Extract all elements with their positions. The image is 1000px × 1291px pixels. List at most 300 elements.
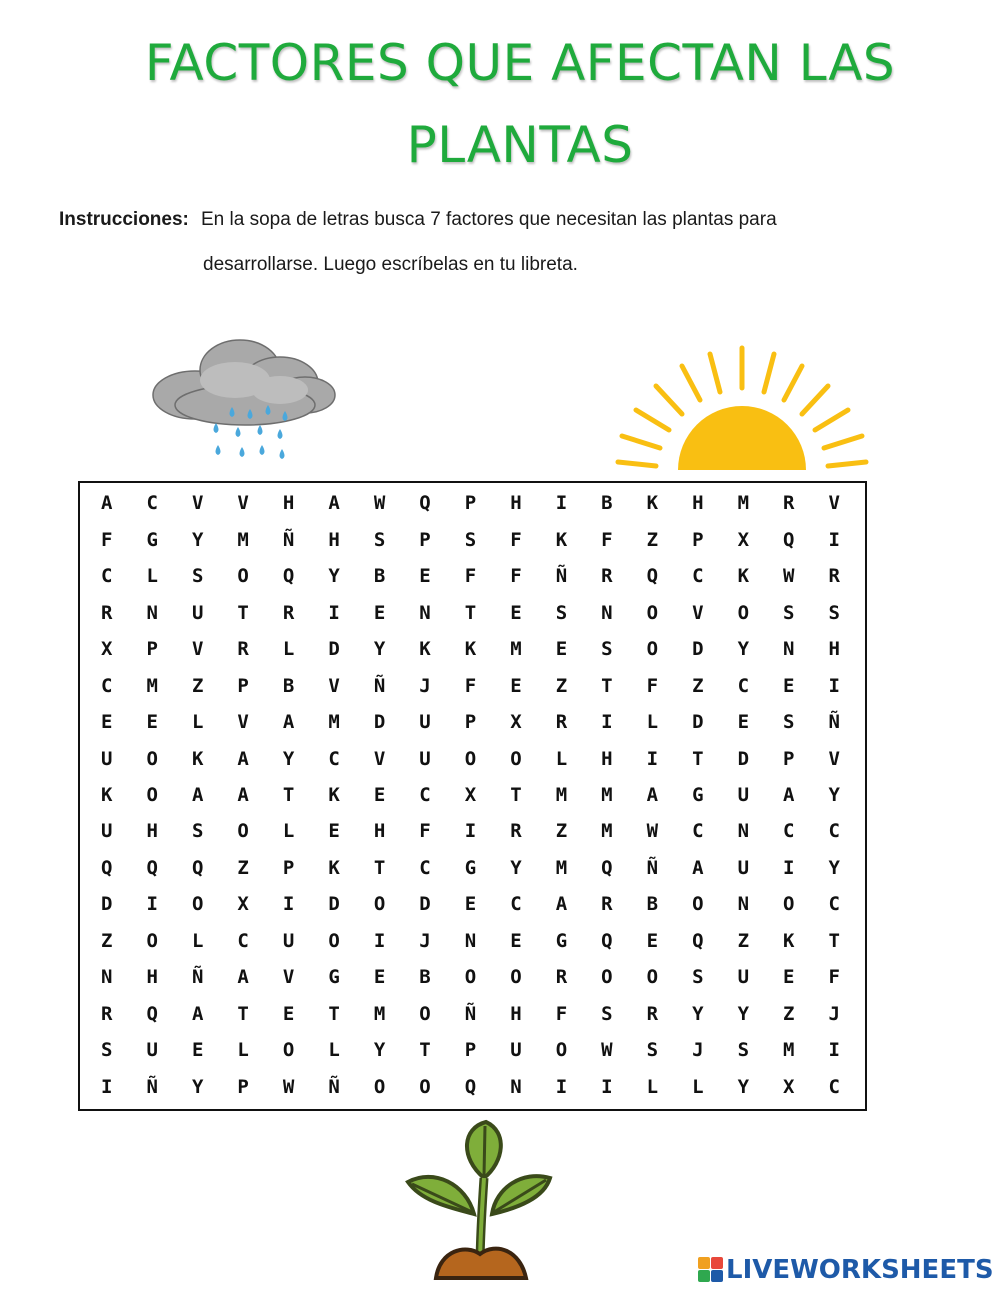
grid-letter-cell[interactable]: H [282, 492, 295, 515]
grid-letter-cell[interactable]: R [510, 820, 522, 843]
grid-letter-cell[interactable]: L [282, 820, 295, 843]
grid-letter-cell[interactable]: Z [237, 856, 249, 879]
grid-letter-cell[interactable]: Ñ [282, 528, 295, 551]
grid-letter-cell[interactable]: P [464, 492, 477, 515]
grid-letter-cell[interactable]: C [510, 893, 522, 916]
grid-letter-cell[interactable]: E [282, 1002, 295, 1025]
grid-letter-cell[interactable]: V [828, 492, 840, 515]
grid-letter-cell[interactable]: O [146, 929, 158, 952]
grid-letter-cell[interactable]: A [191, 783, 204, 806]
grid-letter-cell[interactable]: M [555, 856, 568, 879]
instructions-text-line-2: desarrollarse. Luego escríbelas en tu libreta. [203, 254, 578, 275]
grid-letter-cell[interactable]: D [101, 893, 113, 916]
grid-letter-cell[interactable]: I [101, 1075, 113, 1098]
grid-letter-cell[interactable]: G [464, 856, 477, 879]
grid-letter-cell[interactable]: O [646, 601, 659, 624]
grid-letter-cell[interactable]: O [146, 783, 158, 806]
grid-letter-cell[interactable]: U [101, 747, 113, 770]
grid-letter-cell[interactable]: O [373, 893, 386, 916]
grid-letter-cell[interactable]: A [101, 492, 113, 515]
grid-letter-cell[interactable]: A [282, 711, 295, 734]
grid-letter-cell[interactable]: T [419, 1039, 431, 1062]
grid-letter-cell[interactable]: U [419, 711, 431, 734]
grid-letter-cell[interactable]: I [828, 1039, 840, 1062]
grid-letter-cell[interactable]: O [783, 893, 795, 916]
grid-letter-cell[interactable]: O [237, 565, 249, 588]
grid-letter-cell[interactable]: N [601, 601, 613, 624]
grid-letter-cell[interactable]: C [146, 492, 158, 515]
grid-letter-cell[interactable]: K [783, 929, 795, 952]
grid-letter-cell[interactable]: L [646, 1075, 659, 1098]
grid-letter-cell[interactable]: P [692, 528, 704, 551]
grid-letter-cell[interactable]: S [191, 820, 204, 843]
grid-letter-cell[interactable]: D [692, 638, 704, 661]
grid-letter-cell[interactable]: C [692, 565, 704, 588]
grid-letter-cell[interactable]: J [419, 674, 431, 697]
grid-letter-cell[interactable]: E [373, 601, 386, 624]
grid-letter-cell[interactable]: P [282, 856, 295, 879]
grid-letter-cell[interactable]: R [601, 565, 613, 588]
grid-letter-cell[interactable]: T [328, 1002, 340, 1025]
grid-letter-cell[interactable]: N [464, 929, 477, 952]
grid-letter-cell[interactable]: V [191, 492, 204, 515]
grid-letter-cell[interactable]: W [373, 492, 386, 515]
grid-letter-cell[interactable]: M [601, 820, 613, 843]
rain-cloud-icon [140, 325, 345, 480]
grid-letter-cell[interactable]: Ñ [828, 711, 840, 734]
grid-letter-cell[interactable]: E [419, 565, 431, 588]
grid-letter-cell[interactable]: K [101, 783, 113, 806]
grid-letter-cell[interactable]: X [237, 893, 249, 916]
grid-letter-cell[interactable]: E [510, 929, 522, 952]
grid-letter-cell[interactable]: P [464, 711, 477, 734]
grid-letter-cell[interactable]: U [282, 929, 295, 952]
grid-letter-cell[interactable]: D [328, 893, 340, 916]
grid-letter-cell[interactable]: L [328, 1039, 340, 1062]
grid-letter-cell[interactable]: V [282, 966, 295, 989]
grid-letter-cell[interactable]: H [828, 638, 840, 661]
grid-letter-cell[interactable]: O [646, 638, 659, 661]
grid-letter-cell[interactable]: M [328, 711, 340, 734]
grid-letter-cell[interactable]: D [737, 747, 750, 770]
grid-letter-cell[interactable]: H [510, 492, 522, 515]
grid-letter-cell[interactable]: R [601, 893, 613, 916]
grid-letter-cell[interactable]: M [601, 783, 613, 806]
grid-letter-cell[interactable]: C [737, 674, 750, 697]
grid-letter-cell[interactable]: S [737, 1039, 750, 1062]
grid-letter-cell[interactable]: N [783, 638, 795, 661]
grid-letter-cell[interactable]: T [282, 783, 295, 806]
grid-letter-cell[interactable]: T [828, 929, 840, 952]
grid-letter-cell[interactable]: F [464, 565, 477, 588]
grid-letter-cell[interactable]: G [328, 966, 340, 989]
grid-letter-cell[interactable]: V [237, 711, 249, 734]
grid-letter-cell[interactable]: T [373, 856, 386, 879]
grid-letter-cell[interactable]: Z [646, 528, 659, 551]
grid-letter-cell[interactable]: Q [692, 929, 704, 952]
grid-letter-cell[interactable]: Q [101, 856, 113, 879]
grid-letter-cell[interactable]: I [555, 1075, 568, 1098]
grid-letter-cell[interactable]: C [419, 783, 431, 806]
grid-letter-cell[interactable]: Z [555, 820, 568, 843]
grid-letter-cell[interactable]: R [101, 601, 113, 624]
grid-letter-cell[interactable]: I [328, 601, 340, 624]
grid-letter-cell[interactable]: Ñ [555, 565, 568, 588]
grid-letter-cell[interactable]: P [464, 1039, 477, 1062]
grid-letter-cell[interactable]: Z [783, 1002, 795, 1025]
grid-letter-cell[interactable]: O [464, 747, 477, 770]
grid-letter-cell[interactable]: S [101, 1039, 113, 1062]
grid-letter-cell[interactable]: J [692, 1039, 704, 1062]
grid-letter-cell[interactable]: B [646, 893, 659, 916]
grid-letter-cell[interactable]: Q [419, 492, 431, 515]
grid-letter-cell[interactable]: Ñ [146, 1075, 158, 1098]
grid-letter-cell[interactable]: F [646, 674, 659, 697]
grid-letter-cell[interactable]: S [601, 1002, 613, 1025]
grid-letter-cell[interactable]: P [146, 638, 158, 661]
grid-letter-cell[interactable]: E [510, 674, 522, 697]
grid-letter-cell[interactable]: E [101, 711, 113, 734]
grid-letter-cell[interactable]: M [555, 783, 568, 806]
grid-letter-cell[interactable]: F [555, 1002, 568, 1025]
grid-letter-cell[interactable]: N [101, 966, 113, 989]
grid-letter-cell[interactable]: Ñ [328, 1075, 340, 1098]
grid-letter-cell[interactable]: S [783, 711, 795, 734]
grid-letter-cell[interactable]: M [510, 638, 522, 661]
grid-letter-cell[interactable]: V [328, 674, 340, 697]
grid-letter-cell[interactable]: O [373, 1075, 386, 1098]
grid-letter-cell[interactable]: O [146, 747, 158, 770]
grid-letter-cell[interactable]: S [191, 565, 204, 588]
grid-letter-cell[interactable]: Y [692, 1002, 704, 1025]
instructions-text-line-1: En la sopa de letras busca 7 factores que necesitan las plantas para [201, 209, 777, 230]
grid-letter-cell[interactable]: V [191, 638, 204, 661]
grid-letter-cell[interactable]: L [237, 1039, 249, 1062]
grid-letter-cell[interactable]: Q [146, 1002, 158, 1025]
liveworksheets-logo-text: LIVEWORKSHEETS [726, 1255, 994, 1285]
grid-letter-cell[interactable]: Q [464, 1075, 477, 1098]
grid-letter-cell[interactable]: W [601, 1039, 613, 1062]
grid-letter-cell[interactable]: Y [191, 528, 204, 551]
grid-letter-cell[interactable]: U [737, 783, 750, 806]
grid-letter-cell[interactable]: Y [828, 783, 840, 806]
grid-letter-cell[interactable]: A [555, 893, 568, 916]
grid-letter-cell[interactable]: Y [737, 1075, 750, 1098]
grid-letter-cell[interactable]: V [373, 747, 386, 770]
grid-letter-cell[interactable]: S [646, 1039, 659, 1062]
grid-letter-cell[interactable]: A [237, 966, 249, 989]
grid-letter-cell[interactable]: I [601, 1075, 613, 1098]
grid-letter-cell[interactable]: Y [373, 1039, 386, 1062]
grid-letter-cell[interactable]: F [510, 528, 522, 551]
grid-letter-cell[interactable]: Q [191, 856, 204, 879]
grid-letter-cell[interactable]: P [783, 747, 795, 770]
grid-letter-cell[interactable]: Z [737, 929, 750, 952]
grid-letter-cell[interactable]: F [101, 528, 113, 551]
grid-letter-cell[interactable]: N [419, 601, 431, 624]
grid-letter-cell[interactable]: I [282, 893, 295, 916]
grid-letter-cell[interactable]: L [282, 638, 295, 661]
grid-letter-cell[interactable]: U [101, 820, 113, 843]
grid-letter-cell[interactable]: X [783, 1075, 795, 1098]
grid-letter-cell[interactable]: K [555, 528, 568, 551]
grid-letter-cell[interactable]: Z [555, 674, 568, 697]
grid-letter-cell[interactable]: O [555, 1039, 568, 1062]
grid-letter-cell[interactable]: Ñ [373, 674, 386, 697]
grid-letter-cell[interactable]: C [828, 820, 840, 843]
grid-letter-cell[interactable]: V [828, 747, 840, 770]
grid-letter-cell[interactable]: H [692, 492, 704, 515]
grid-letter-cell[interactable]: E [146, 711, 158, 734]
grid-letter-cell[interactable]: E [555, 638, 568, 661]
grid-letter-cell[interactable]: W [282, 1075, 295, 1098]
grid-letter-cell[interactable]: M [373, 1002, 386, 1025]
grid-letter-cell[interactable]: O [237, 820, 249, 843]
grid-letter-cell[interactable]: M [783, 1039, 795, 1062]
grid-letter-cell[interactable]: B [282, 674, 295, 697]
grid-letter-cell[interactable]: H [373, 820, 386, 843]
grid-letter-cell[interactable]: A [237, 783, 249, 806]
grid-letter-cell[interactable]: R [282, 601, 295, 624]
grid-letter-cell[interactable]: F [419, 820, 431, 843]
grid-letter-cell[interactable]: F [510, 565, 522, 588]
grid-letter-cell[interactable]: P [419, 528, 431, 551]
grid-letter-cell[interactable]: A [191, 1002, 204, 1025]
grid-letter-cell[interactable]: K [419, 638, 431, 661]
grid-letter-cell[interactable]: R [555, 966, 568, 989]
grid-letter-cell[interactable]: E [737, 711, 750, 734]
grid-letter-cell[interactable]: U [419, 747, 431, 770]
grid-letter-cell[interactable]: E [783, 674, 795, 697]
grid-letter-cell[interactable]: S [692, 966, 704, 989]
grid-letter-cell[interactable]: P [237, 1075, 249, 1098]
grid-letter-cell[interactable]: K [328, 783, 340, 806]
grid-letter-cell[interactable]: U [146, 1039, 158, 1062]
grid-letter-cell[interactable]: A [328, 492, 340, 515]
grid-letter-cell[interactable]: C [692, 820, 704, 843]
grid-letter-cell[interactable]: C [828, 893, 840, 916]
grid-letter-cell[interactable]: O [419, 1002, 431, 1025]
grid-letter-cell[interactable]: H [146, 820, 158, 843]
grid-letter-cell[interactable]: F [601, 528, 613, 551]
grid-letter-cell[interactable]: K [464, 638, 477, 661]
grid-letter-cell[interactable]: T [601, 674, 613, 697]
grid-letter-cell[interactable]: I [555, 492, 568, 515]
grid-letter-cell[interactable]: L [555, 747, 568, 770]
grid-letter-cell[interactable]: B [601, 492, 613, 515]
page-title-line-2: PLANTAS [406, 116, 634, 174]
grid-letter-cell[interactable]: S [783, 601, 795, 624]
grid-letter-cell[interactable]: H [601, 747, 613, 770]
grid-letter-cell[interactable]: U [191, 601, 204, 624]
grid-letter-cell[interactable]: G [692, 783, 704, 806]
grid-letter-cell[interactable]: C [101, 565, 113, 588]
grid-letter-cell[interactable]: U [737, 966, 750, 989]
grid-letter-cell[interactable]: D [419, 893, 431, 916]
grid-letter-cell[interactable]: E [510, 601, 522, 624]
instructions-label: Instrucciones: [59, 209, 189, 230]
grid-letter-cell[interactable]: O [510, 747, 522, 770]
grid-letter-cell[interactable]: L [191, 711, 204, 734]
grid-letter-cell[interactable]: W [646, 820, 659, 843]
grid-letter-cell[interactable]: Y [373, 638, 386, 661]
grid-letter-cell[interactable]: I [828, 528, 840, 551]
grid-letter-cell[interactable]: Q [601, 929, 613, 952]
grid-letter-cell[interactable]: D [692, 711, 704, 734]
page-title-line-1: FACTORES QUE AFECTAN LAS [144, 34, 896, 92]
grid-letter-cell[interactable]: I [828, 674, 840, 697]
grid-letter-cell[interactable]: C [419, 856, 431, 879]
grid-letter-cell[interactable]: P [237, 674, 249, 697]
grid-letter-cell[interactable]: F [828, 966, 840, 989]
grid-letter-cell[interactable]: C [101, 674, 113, 697]
grid-letter-cell[interactable]: S [828, 601, 840, 624]
grid-letter-cell[interactable]: E [191, 1039, 204, 1062]
grid-letter-cell[interactable]: A [783, 783, 795, 806]
grid-letter-cell[interactable]: C [783, 820, 795, 843]
grid-letter-cell[interactable]: Q [146, 856, 158, 879]
grid-letter-cell[interactable]: I [783, 856, 795, 879]
grid-letter-cell[interactable]: V [237, 492, 249, 515]
grid-letter-cell[interactable]: Y [828, 856, 840, 879]
grid-letter-cell[interactable]: K [646, 492, 659, 515]
grid-letter-cell[interactable]: R [101, 1002, 113, 1025]
grid-letter-cell[interactable]: H [328, 528, 340, 551]
grid-letter-cell[interactable]: Ñ [646, 856, 659, 879]
grid-letter-cell[interactable]: X [464, 783, 477, 806]
grid-letter-cell[interactable]: Y [737, 638, 750, 661]
grid-letter-cell[interactable]: X [510, 711, 522, 734]
grid-letter-cell[interactable]: L [146, 565, 158, 588]
grid-letter-cell[interactable]: K [737, 565, 750, 588]
grid-letter-cell[interactable]: O [419, 1075, 431, 1098]
grid-letter-cell[interactable]: E [373, 966, 386, 989]
grid-letter-cell[interactable]: Q [601, 856, 613, 879]
grid-letter-cell[interactable]: Y [282, 747, 295, 770]
grid-letter-cell[interactable]: Ñ [191, 966, 204, 989]
grid-letter-cell[interactable]: O [282, 1039, 295, 1062]
grid-letter-cell[interactable]: C [828, 1075, 840, 1098]
grid-letter-cell[interactable]: U [737, 856, 750, 879]
grid-letter-cell[interactable]: O [510, 966, 522, 989]
grid-letter-cell[interactable]: Y [191, 1075, 204, 1098]
grid-letter-cell[interactable]: G [146, 528, 158, 551]
grid-letter-cell[interactable]: L [692, 1075, 704, 1098]
grid-letter-cell[interactable]: T [510, 783, 522, 806]
grid-letter-cell[interactable]: I [601, 711, 613, 734]
grid-letter-cell[interactable]: W [783, 565, 795, 588]
grid-letter-cell[interactable]: S [373, 528, 386, 551]
grid-letter-cell[interactable]: O [737, 601, 750, 624]
grid-letter-cell[interactable]: T [692, 747, 704, 770]
grid-letter-cell[interactable]: M [146, 674, 158, 697]
grid-letter-cell[interactable]: J [828, 1002, 840, 1025]
grid-letter-cell[interactable]: O [692, 893, 704, 916]
grid-letter-cell[interactable]: E [328, 820, 340, 843]
grid-letter-cell[interactable]: F [464, 674, 477, 697]
grid-letter-cell[interactable]: O [191, 893, 204, 916]
grid-letter-cell[interactable]: Ñ [464, 1002, 477, 1025]
grid-letter-cell[interactable]: Z [101, 929, 113, 952]
grid-letter-cell[interactable]: R [646, 1002, 659, 1025]
grid-letter-cell[interactable]: M [237, 528, 249, 551]
grid-letter-cell[interactable]: S [464, 528, 477, 551]
grid-letter-cell[interactable]: Y [510, 856, 522, 879]
grid-letter-cell[interactable]: X [101, 638, 113, 661]
grid-letter-cell[interactable]: T [237, 601, 249, 624]
grid-letter-cell[interactable]: E [783, 966, 795, 989]
grid-letter-cell[interactable]: K [328, 856, 340, 879]
grid-letter-cell[interactable]: D [328, 638, 340, 661]
grid-letter-cell[interactable]: Q [783, 528, 795, 551]
grid-letter-cell[interactable]: I [464, 820, 477, 843]
grid-letter-cell[interactable]: I [146, 893, 158, 916]
grid-letter-cell[interactable]: A [646, 783, 659, 806]
grid-letter-cell[interactable]: T [237, 1002, 249, 1025]
grid-letter-cell[interactable]: I [373, 929, 386, 952]
grid-letter-cell[interactable]: V [692, 601, 704, 624]
grid-letter-cell[interactable]: Y [328, 565, 340, 588]
grid-letter-cell[interactable]: T [464, 601, 477, 624]
grid-letter-cell[interactable]: D [373, 711, 386, 734]
grid-letter-cell[interactable]: O [601, 966, 613, 989]
grid-letter-cell[interactable]: R [237, 638, 249, 661]
grid-letter-cell[interactable]: Q [646, 565, 659, 588]
grid-letter-cell[interactable]: E [646, 929, 659, 952]
grid-letter-cell[interactable]: S [601, 638, 613, 661]
grid-letter-cell[interactable]: M [737, 492, 750, 515]
liveworksheets-logo-icon [698, 1257, 724, 1283]
grid-letter-cell[interactable]: C [328, 747, 340, 770]
word-search-grid [78, 481, 867, 1111]
grid-letter-cell[interactable]: X [737, 528, 750, 551]
grid-letter-cell[interactable]: Y [737, 1002, 750, 1025]
grid-letter-cell[interactable]: A [692, 856, 704, 879]
grid-letter-cell[interactable]: R [555, 711, 568, 734]
grid-letter-cell[interactable]: N [510, 1075, 522, 1098]
liveworksheets-logo [698, 1255, 994, 1285]
sun-icon [612, 342, 872, 479]
grid-letter-cell[interactable]: C [237, 929, 249, 952]
grid-letter-cell[interactable]: J [419, 929, 431, 952]
grid-letter-cell[interactable]: R [828, 565, 840, 588]
grid-letter-cell[interactable]: B [419, 966, 431, 989]
grid-letter-cell[interactable]: Z [191, 674, 204, 697]
grid-letter-cell[interactable]: N [737, 820, 750, 843]
grid-letter-cell[interactable]: R [783, 492, 795, 515]
grid-letter-cell[interactable]: O [328, 929, 340, 952]
grid-letter-cell[interactable]: O [646, 966, 659, 989]
grid-letter-cell[interactable]: Q [282, 565, 295, 588]
grid-letter-cell[interactable]: I [646, 747, 659, 770]
grid-letter-cell[interactable]: E [464, 893, 477, 916]
grid-letter-cell[interactable]: U [510, 1039, 522, 1062]
grid-letter-cell[interactable]: N [737, 893, 750, 916]
grid-letter-cell[interactable]: S [555, 601, 568, 624]
grid-letter-cell[interactable]: Z [692, 674, 704, 697]
grid-letter-cell[interactable]: N [146, 601, 158, 624]
grid-letter-cell[interactable]: O [464, 966, 477, 989]
grid-letter-cell[interactable]: A [237, 747, 249, 770]
grid-letter-cell[interactable]: H [510, 1002, 522, 1025]
grid-letter-cell[interactable]: G [555, 929, 568, 952]
grid-letter-cell[interactable]: L [646, 711, 659, 734]
grid-letter-cell[interactable]: L [191, 929, 204, 952]
grid-letter-cell[interactable]: K [191, 747, 204, 770]
grid-letter-cell[interactable]: E [373, 783, 386, 806]
grid-letter-cell[interactable]: H [146, 966, 158, 989]
grid-letter-cell[interactable]: B [373, 565, 386, 588]
